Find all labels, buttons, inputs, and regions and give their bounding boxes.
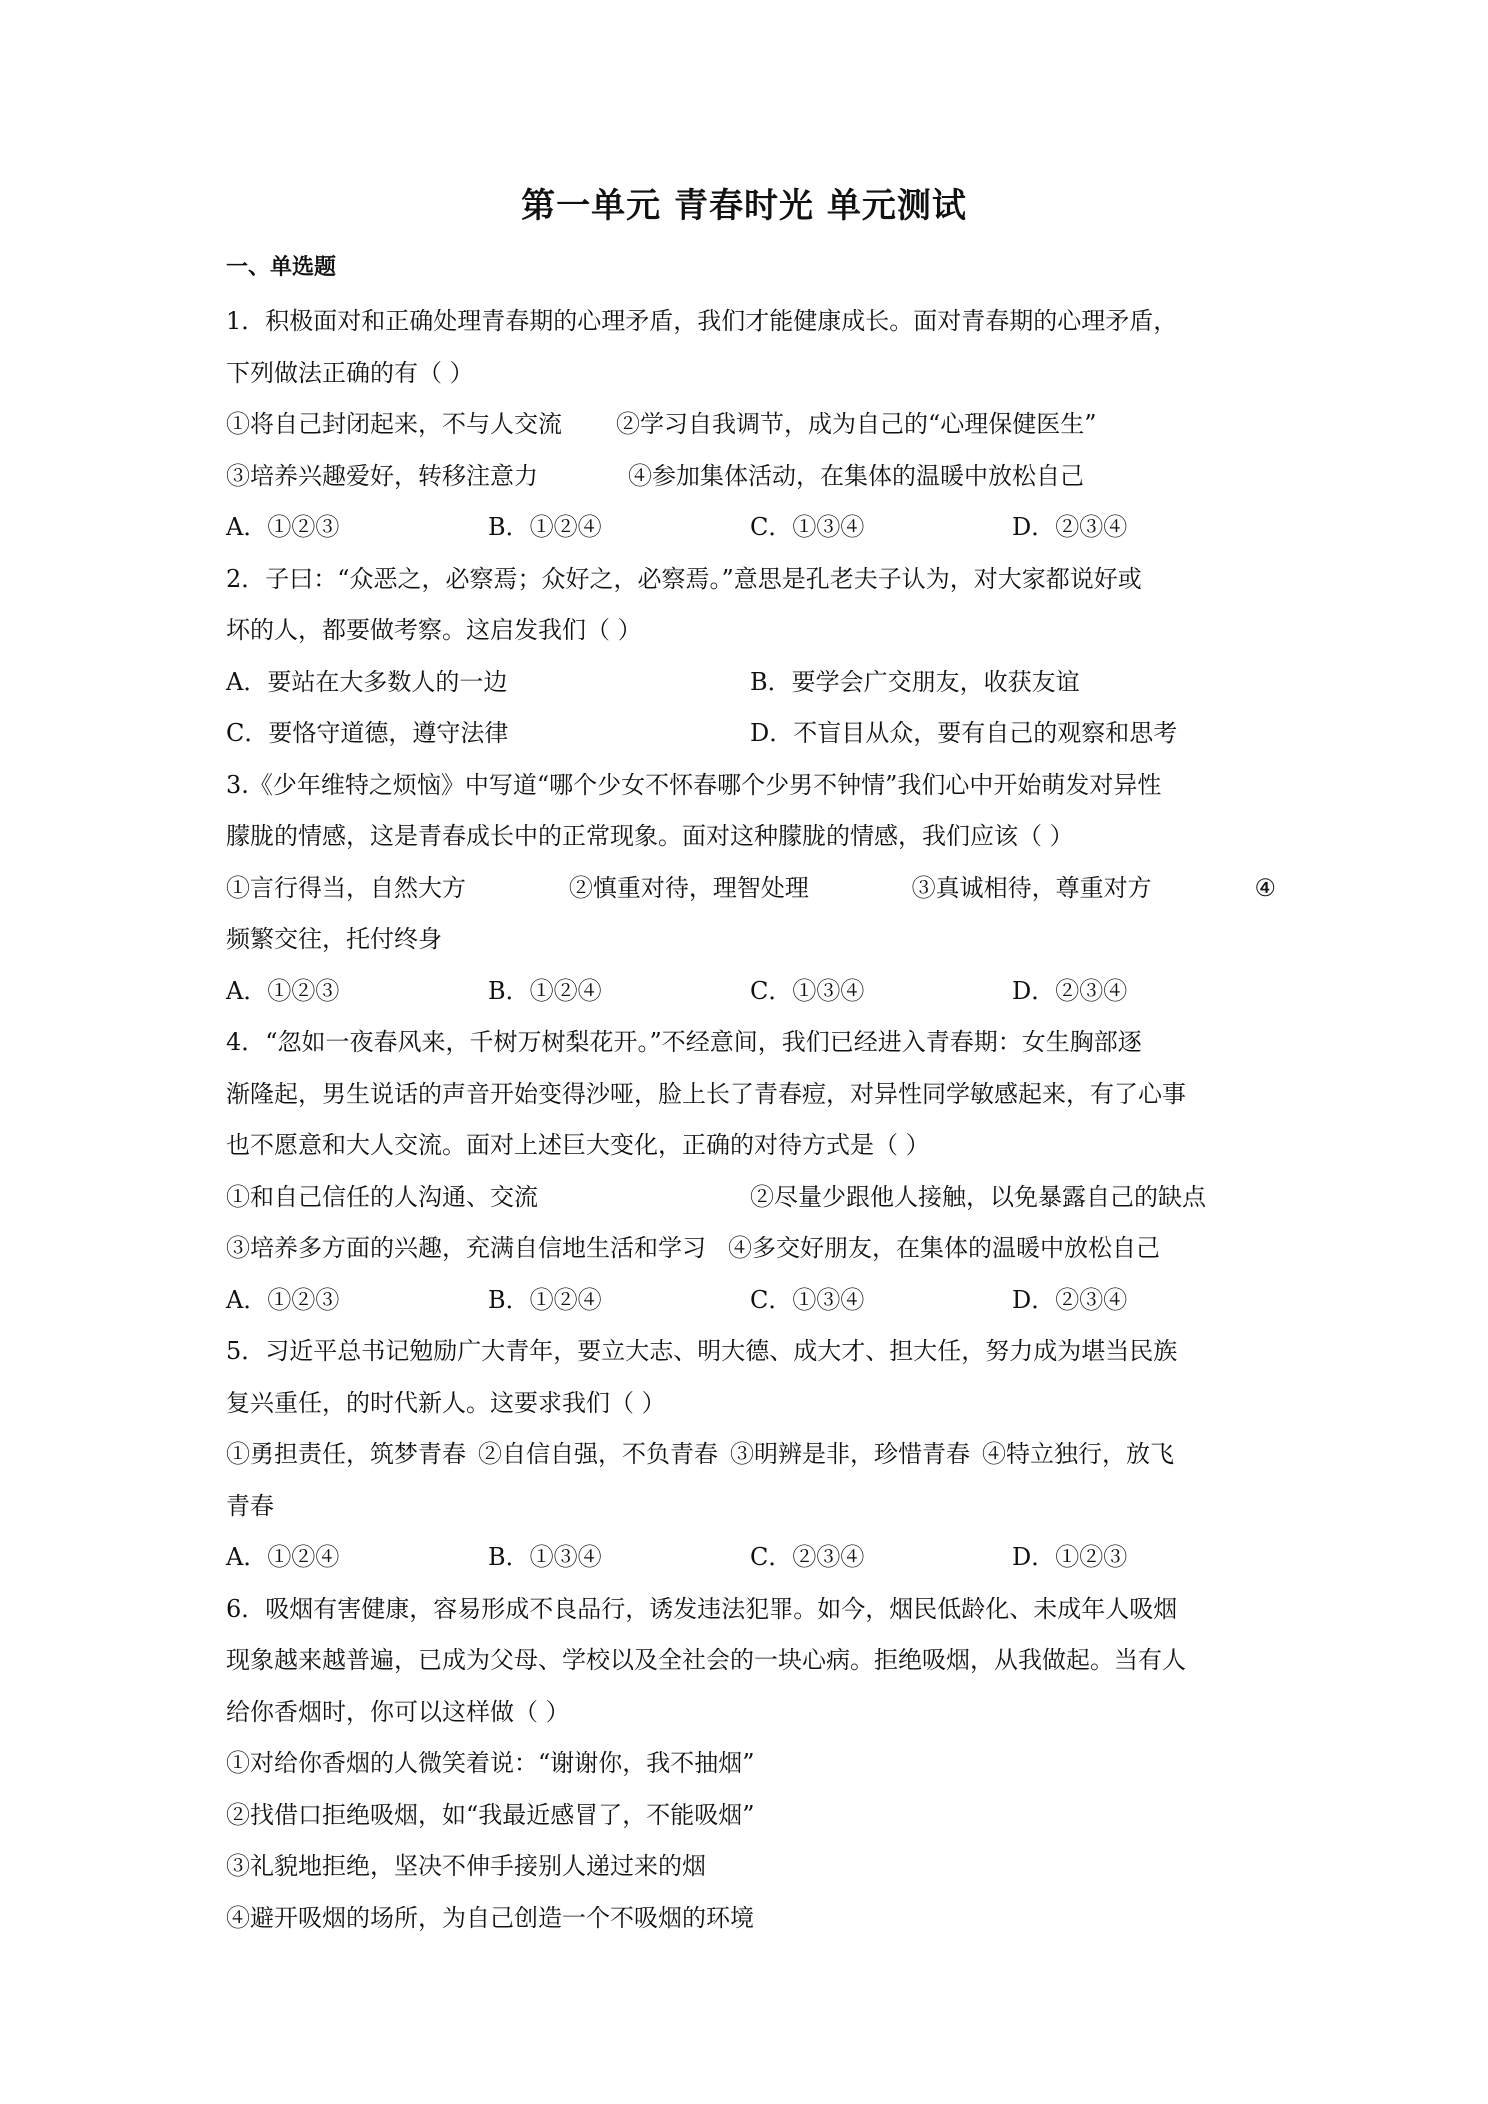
statement: ④特立独行，放飞 [982, 1440, 1174, 1468]
option-c[interactable]: C．①③④ [750, 513, 865, 541]
statement: ②自信自强，不负青春 [478, 1440, 718, 1468]
statement: ④参加集体活动，在集体的温暖中放松自己 [628, 461, 1084, 490]
question-1-options [226, 502, 1276, 554]
question-list [226, 296, 1276, 1944]
question-3-statement-4-cont: 频繁交往，托付终身 [226, 925, 442, 953]
option-a[interactable]: A．要站在大多数人的一边 [226, 667, 508, 696]
question-3-statements-row-1 [226, 863, 1276, 915]
question-5-options [226, 1532, 1276, 1584]
statement: ②找借口拒绝吸烟，如“我最近感冒了，不能吸烟” [226, 1800, 755, 1829]
option-d[interactable]: D．②③④ [1012, 1285, 1128, 1314]
question-1-statements-row-1 [226, 399, 1276, 451]
option-d[interactable]: D．不盲目从众，要有自己的观察和思考 [750, 719, 1178, 747]
question-2-stem-cont: 坏的人，都要做考察。这启发我们（ ） [226, 616, 642, 644]
statement: ④ [1254, 873, 1276, 902]
option-d[interactable]: D．②③④ [1012, 513, 1128, 541]
question-2-options-row-2 [226, 708, 1276, 760]
option-d[interactable]: D．②③④ [1012, 976, 1128, 1005]
question-1-stem: 1．积极面对和正确处理青春期的心理矛盾，我们才能健康成长。面对青春期的心理矛盾， [226, 307, 1178, 335]
option-a[interactable]: A．①②④ [226, 1543, 340, 1571]
question-3-options [226, 966, 1276, 1018]
statement: ①将自己封闭起来，不与人交流 [226, 410, 562, 438]
option-b[interactable]: B．①②④ [488, 976, 602, 1005]
option-c[interactable]: C．要恪守道德，遵守法律 [226, 719, 509, 747]
option-b[interactable]: B．①②④ [488, 513, 602, 541]
question-2-options-row-1 [226, 657, 1276, 709]
statement: ③培养兴趣爱好，转移注意力 [226, 461, 538, 490]
statement: ④避开吸烟的场所，为自己创造一个不吸烟的环境 [226, 1903, 754, 1932]
question-4-options [226, 1275, 1276, 1327]
question-6-stem-cont-2: 给你香烟时，你可以这样做（ ） [226, 1697, 570, 1726]
question-3-stem-cont: 朦胧的情感，这是青春成长中的正常现象。面对这种朦胧的情感，我们应该（ ） [226, 822, 1074, 850]
option-c[interactable]: C．②③④ [750, 1543, 865, 1571]
statement: ③真诚相待，尊重对方 [911, 873, 1152, 902]
question-6-stem-cont: 现象越来越普遍，已成为父母、学校以及全社会的一块心病。拒绝吸烟，从我做起。当有人 [226, 1646, 1186, 1674]
option-c[interactable]: C．①③④ [750, 976, 865, 1005]
statement: ①勇担责任，筑梦青春 [226, 1440, 466, 1468]
question-5-statements-row-1 [226, 1429, 1276, 1481]
question-4-statements-row-2 [226, 1223, 1276, 1275]
question-3-stem: 3.《少年维特之烦恼》中写道“哪个少女不怀春哪个少男不钟情”我们心中开始萌发对异性 [226, 770, 1162, 799]
option-a[interactable]: A．①②③ [226, 976, 340, 1005]
option-b[interactable]: B．要学会广交朋友，收获友谊 [750, 667, 1080, 696]
question-4-stem-cont: 渐隆起，男生说话的声音开始变得沙哑，脸上长了青春痘，对异性同学敏感起来，有了心事 [226, 1079, 1186, 1108]
statement: ③培养多方面的兴趣，充满自信地生活和学习 [226, 1234, 706, 1262]
option-d[interactable]: D．①②③ [1012, 1543, 1128, 1571]
statement: ②慎重对待，理智处理 [568, 873, 809, 902]
statement: ②学习自我调节，成为自己的“心理保健医生” [616, 410, 1097, 438]
statement: ③明辨是非，珍惜青春 [730, 1440, 970, 1468]
option-b[interactable]: B．①②④ [488, 1285, 602, 1314]
question-1-statements-row-2 [226, 451, 1276, 503]
question-5-statement-4-cont: 青春 [226, 1491, 274, 1520]
statement: ③礼貌地拒绝，坚决不伸手接别人递过来的烟 [226, 1852, 706, 1880]
question-2-stem: 2．子曰：“众恶之，必察焉；众好之，必察焉。”意思是孔老夫子认为，对大家都说好或 [226, 564, 1142, 593]
question-4-stem: 4．“忽如一夜春风来，千树万树梨花开。”不经意间，我们已经进入青春期：女生胸部逐 [226, 1028, 1142, 1056]
statement: ①和自己信任的人沟通、交流 [226, 1182, 538, 1211]
question-4-statements-row-1 [226, 1172, 1276, 1224]
statement: ②尽量少跟他人接触，以免暴露自己的缺点 [750, 1182, 1206, 1211]
statement: ④多交好朋友，在集体的温暖中放松自己 [728, 1234, 1160, 1262]
question-5-stem: 5．习近平总书记勉励广大青年，要立大志、明大德、成大才、担大任，努力成为堪当民族 [226, 1337, 1178, 1365]
question-4-stem-cont-2: 也不愿意和大人交流。面对上述巨大变化，正确的对待方式是（ ） [226, 1131, 930, 1159]
question-1-stem-cont: 下列做法正确的有（ ） [226, 358, 474, 387]
question-6-stem: 6．吸烟有害健康，容易形成不良品行，诱发违法犯罪。如今，烟民低龄化、未成年人吸烟 [226, 1594, 1178, 1623]
option-b[interactable]: B．①③④ [488, 1543, 602, 1571]
option-a[interactable]: A．①②③ [226, 513, 340, 541]
option-a[interactable]: A．①②③ [226, 1285, 340, 1314]
section-heading: 一、单选题 [226, 255, 337, 280]
option-c[interactable]: C．①③④ [750, 1285, 865, 1314]
statement: ①对给你香烟的人微笑着说：“谢谢你，我不抽烟” [226, 1749, 755, 1777]
statement: ①言行得当，自然大方 [226, 873, 466, 902]
page-title: 第一单元 青春时光 单元测试 [521, 186, 967, 226]
question-5-stem-cont: 复兴重任，的时代新人。这要求我们（ ） [226, 1388, 666, 1417]
